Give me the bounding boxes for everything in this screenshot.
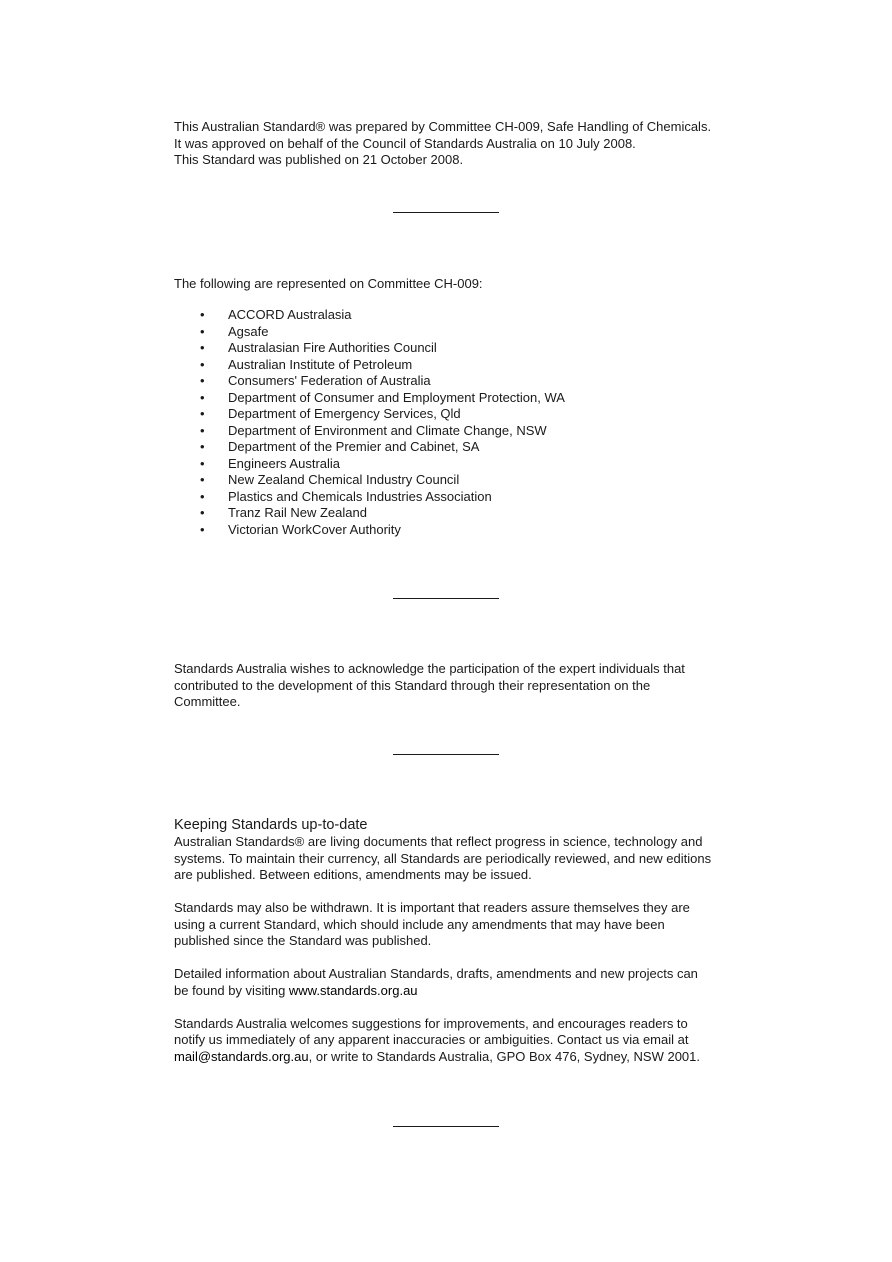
member-name: Department of the Premier and Cabinet, SA <box>228 439 480 454</box>
list-item <box>200 340 565 357</box>
bullet-icon: • <box>200 472 205 487</box>
member-name: Australian Institute of Petroleum <box>228 356 413 372</box>
acknowledgement-line: Committee. <box>174 694 241 709</box>
acknowledgement-line: contributed to the development of this Standard through their representation on the <box>174 677 651 693</box>
bullet-icon: • <box>200 406 205 421</box>
paragraph-line: notify us immediately of any apparent inaccuracies or ambiguities. Contact us via email at <box>174 1032 689 1047</box>
bullet-icon: • <box>200 488 205 504</box>
preface-line: It was approved on behalf of the Council of Standards Australia on 10 July 2008. <box>174 135 636 151</box>
keeping-standards-section <box>174 817 734 1082</box>
committee-intro-text: The following are represented on Committee CH-009: <box>174 276 483 291</box>
bullet-icon: • <box>200 521 205 537</box>
preface-line: This Australian Standard® was prepared by Committee CH-009, Safe Handling of Chemicals. <box>174 119 712 134</box>
bullet-icon: • <box>200 356 205 372</box>
paragraph <box>174 900 734 950</box>
paragraph-line: are published. Between editions, amendments may be issued. <box>174 867 532 882</box>
list-item <box>200 357 565 374</box>
list-item <box>200 406 565 423</box>
section-divider <box>393 598 499 599</box>
bullet-icon: • <box>200 422 205 438</box>
bullet-icon: • <box>200 340 205 355</box>
paragraph-line: systems. To maintain their currency, all Standards are periodically reviewed, and new editions <box>174 850 712 866</box>
paragraph <box>174 834 734 884</box>
committee-member-list <box>200 307 565 538</box>
preface-block <box>174 119 734 169</box>
member-name: Engineers Australia <box>228 455 341 471</box>
website-link[interactable]: www.standards.org.au <box>288 982 418 998</box>
list-item <box>200 390 565 407</box>
bullet-icon: • <box>200 505 205 520</box>
section-divider <box>393 1126 499 1127</box>
section-divider <box>393 212 499 213</box>
member-name: New Zealand Chemical Industry Council <box>228 472 460 487</box>
list-item <box>200 456 565 473</box>
paragraph-line: Standards may also be withdrawn. It is important that readers assure themselves they are <box>174 900 690 915</box>
paragraph-line <box>174 983 734 1000</box>
list-item <box>200 522 565 539</box>
paragraph-text: be found by visiting <box>174 982 289 998</box>
email-link[interactable]: mail@standards.org.au <box>174 1048 309 1064</box>
bullet-icon: • <box>200 455 205 471</box>
paragraph-line: using a current Standard, which should include any amendments that may have been <box>174 916 665 932</box>
member-name: Department of Emergency Services, Qld <box>228 406 461 421</box>
member-name: ACCORD Australasia <box>228 307 352 322</box>
section-divider <box>393 754 499 755</box>
bullet-icon: • <box>200 373 205 388</box>
member-name: Consumers' Federation of Australia <box>228 373 431 388</box>
list-item <box>200 373 565 390</box>
bullet-icon: • <box>200 307 205 322</box>
bullet-icon: • <box>200 389 205 405</box>
list-item <box>200 423 565 440</box>
acknowledgement-line: Standards Australia wishes to acknowledge the participation of the expert individuals that <box>174 661 685 676</box>
paragraph-line: Detailed information about Australian Standards, drafts, amendments and new projects can <box>174 966 698 981</box>
list-item <box>200 439 565 456</box>
member-name: Department of Consumer and Employment Protection, WA <box>228 389 565 405</box>
member-name: Victorian WorkCover Authority <box>228 521 401 537</box>
member-name: Plastics and Chemicals Industries Association <box>228 488 492 504</box>
paragraph-line: published since the Standard was published. <box>174 933 432 948</box>
paragraph-line: Australian Standards® are living documents that reflect progress in science, technology and <box>174 834 703 849</box>
bullet-icon: • <box>200 323 205 339</box>
member-name: Department of Environment and Climate Change, NSW <box>228 422 547 438</box>
list-item <box>200 489 565 506</box>
paragraph-line: Standards Australia welcomes suggestions for improvements, and encourages readers to <box>174 1015 688 1031</box>
member-name: Agsafe <box>228 323 269 339</box>
preface-line: This Standard was published on 21 October 2008. <box>174 152 464 167</box>
committee-intro <box>174 276 734 293</box>
paragraph-line <box>174 1049 734 1066</box>
list-item <box>200 505 565 522</box>
list-item <box>200 472 565 489</box>
paragraph <box>174 1016 734 1066</box>
member-name: Australasian Fire Authorities Council <box>228 340 437 355</box>
section-heading: Keeping Standards up-to-date <box>174 817 368 833</box>
paragraph-text: , or write to Standards Australia, GPO Box 476, Sydney, NSW 2001. <box>308 1048 700 1064</box>
bullet-icon: • <box>200 439 205 454</box>
list-item <box>200 307 565 324</box>
paragraph <box>174 966 734 999</box>
acknowledgement-block <box>174 661 734 711</box>
member-name: Tranz Rail New Zealand <box>228 505 367 520</box>
list-item <box>200 324 565 341</box>
